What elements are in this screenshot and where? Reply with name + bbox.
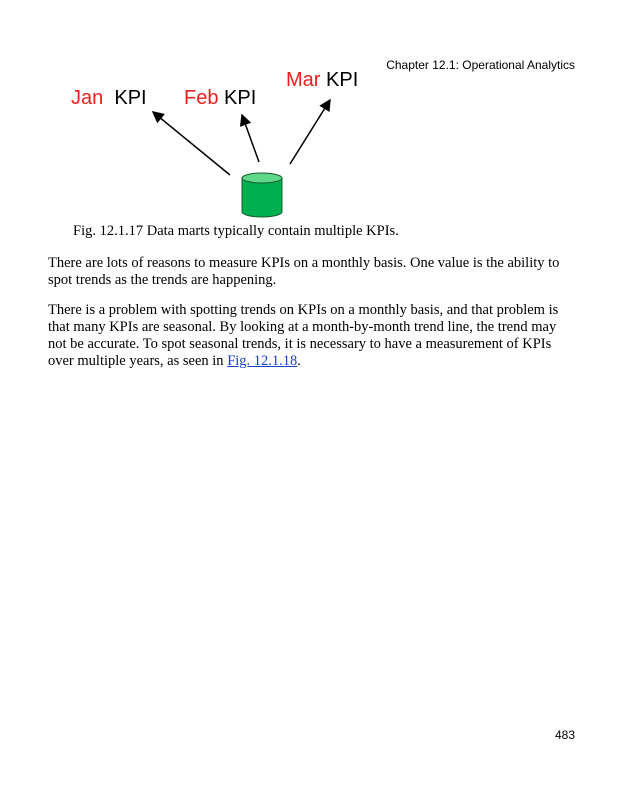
arrow-to-jan xyxy=(153,112,230,175)
running-header: Chapter 12.1: Operational Analytics xyxy=(386,58,575,72)
paragraph-2-end: . xyxy=(297,353,301,369)
kpi-figure xyxy=(60,62,380,224)
database-cylinder-icon xyxy=(242,173,282,217)
kpi-label: KPI xyxy=(114,87,147,109)
month-label: Mar xyxy=(286,69,321,91)
paragraph-2 xyxy=(48,302,568,370)
figure-caption: Fig. 12.1.17 Data marts typically contain multiple KPIs. xyxy=(73,223,399,239)
paragraph-2-text: There is a problem with spotting trends on KPIs on a monthly basis, and that problem is that many KPIs are seasonal. By looking at a month-by-month trend line, the trend may not be accurate. To spot seasonal trends, it is necessary to have a measurement of KPIs over multiple years, as seen in xyxy=(48,302,559,369)
kpi-label-jan xyxy=(71,88,147,108)
arrow-to-mar xyxy=(290,100,330,164)
kpi-label-mar xyxy=(286,70,358,90)
month-label: Feb xyxy=(184,87,219,109)
kpi-label: KPI xyxy=(326,69,359,91)
figure-reference-link[interactable]: Fig. 12.1.18 xyxy=(227,353,298,369)
month-label: Jan xyxy=(71,87,104,109)
arrow-to-feb xyxy=(242,115,259,162)
kpi-label-feb xyxy=(184,88,256,108)
paragraph-1: There are lots of reasons to measure KPIs on a monthly basis. One value is the ability to spot trends as the trends are happening. xyxy=(48,255,560,288)
kpi-label: KPI xyxy=(224,87,257,109)
page-number: 483 xyxy=(554,728,575,742)
